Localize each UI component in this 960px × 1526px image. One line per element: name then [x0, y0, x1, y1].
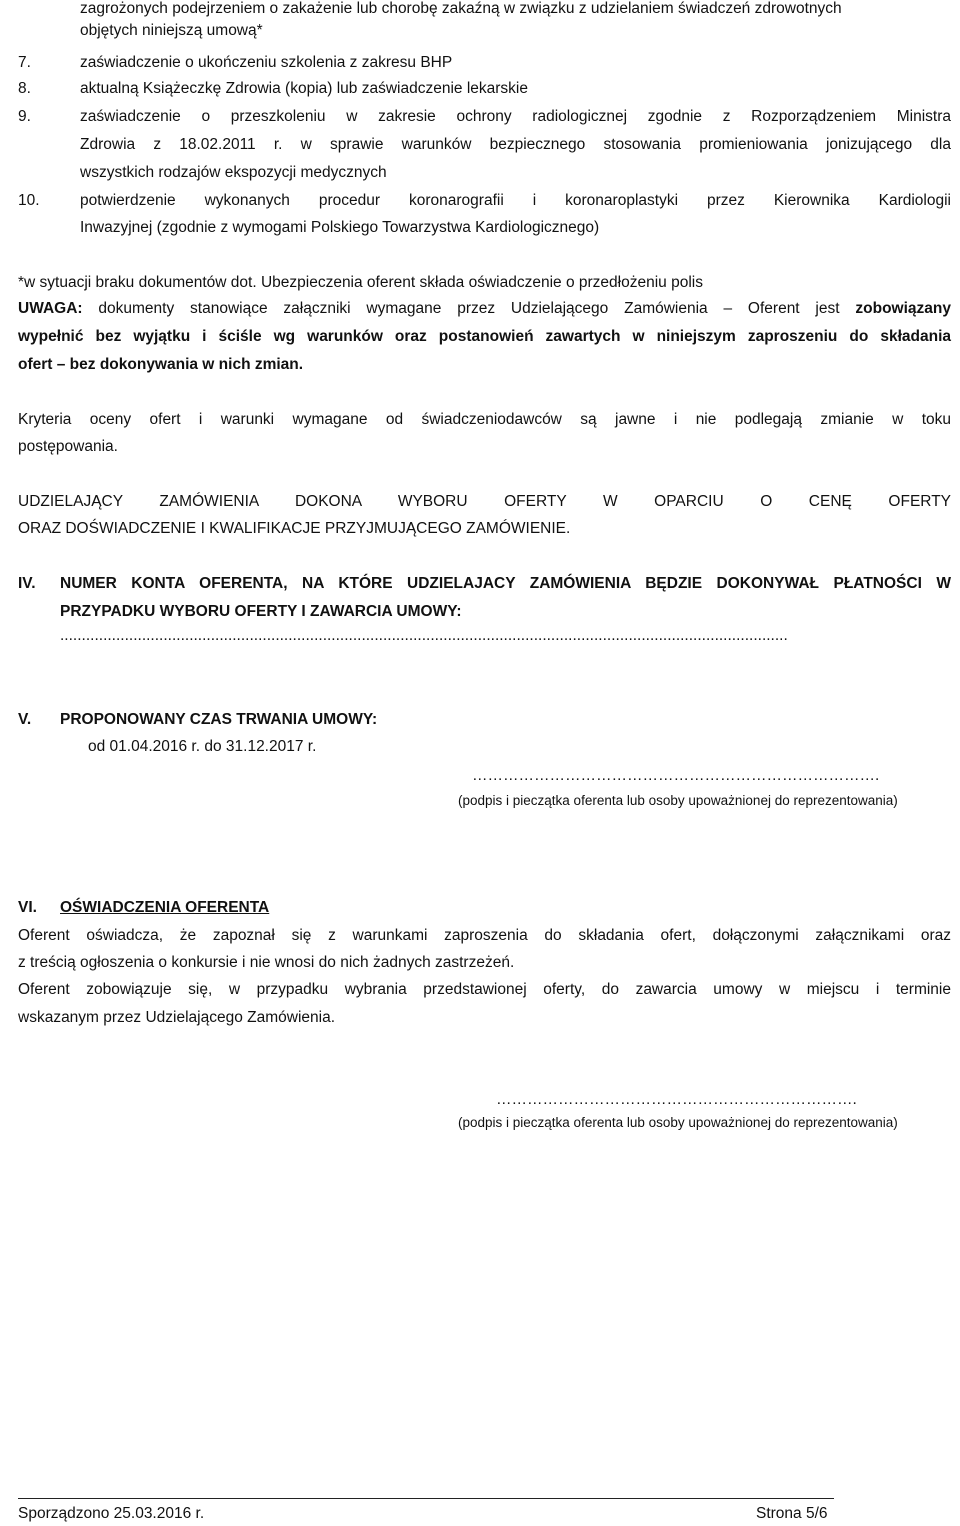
list-item-7-text: zaświadczenie o ukończeniu szkolenia z zakresu BHP — [80, 54, 453, 71]
list-item-7-number: 7. — [18, 54, 31, 71]
signature-line-1: ……………………………………………………………………. — [472, 767, 880, 784]
uwaga-line-3: ofert – bez dokonywania w nich zmian. — [18, 356, 304, 373]
uwaga-label: UWAGA: — [18, 300, 83, 317]
criteria-line-1: Kryteria oceny ofert i warunki wymagane od świadczeniodawców są jawne i nie podlegają zmianie w toku — [18, 411, 951, 428]
list-item-8-text: aktualną Książeczkę Zdrowia (kopia) lub zaświadczenie lekarskie — [80, 80, 528, 97]
declaration-2-line-1: Oferent zobowiązuje się, w przypadku wybrania przedstawionej oferty, do zawarcia umowy w miejscu i terminie — [18, 981, 951, 998]
list-item-10-number: 10. — [18, 192, 40, 209]
section-4-number: IV. — [18, 575, 36, 592]
list-item-8-number: 8. — [18, 80, 31, 97]
section-4-title-line-1: NUMER KONTA OFERENTA, NA KTÓRE UDZIELAJACY ZAMÓWIENIA BĘDZIE DOKONYWAŁ PŁATNOŚCI W — [60, 575, 951, 592]
selection-line-1: UDZIELAJĄCY ZAMÓWIENIA DOKONA WYBORU OFERTY W OPARCIU O CENĘ OFERTY — [18, 493, 951, 510]
declaration-2-line-2: wskazanym przez Udzielającego Zamówienia. — [18, 1009, 336, 1026]
list-item-10-line-1: potwierdzenie wykonanych procedur koronarografii i koronaroplastyki przez Kierownika Kardiologii — [80, 192, 951, 209]
list-item-9-line-2: Zdrowia z 18.02.2011 r. w sprawie warunków bezpiecznego stosowania promieniowania jonizującego dla — [80, 136, 951, 153]
footer-rule — [18, 1498, 834, 1499]
section-5-title: PROPONOWANY CZAS TRWANIA UMOWY: — [60, 711, 378, 728]
declaration-1-line-1: Oferent oświadcza, że zapoznał się z warunkami zaproszenia do składania ofert, dołączonymi załącznikami oraz — [18, 927, 951, 944]
section-4-title-line-2: PRZYPADKU WYBORU OFERTY I ZAWARCIA UMOWY: — [60, 603, 462, 620]
criteria-line-2: postępowania. — [18, 438, 118, 455]
section-6-title: OŚWIADCZENIA OFERENTA — [60, 899, 270, 916]
contract-period: od 01.04.2016 r. do 31.12.2017 r. — [88, 738, 317, 755]
list-item-9-line-1: zaświadczenie o przeszkoleniu w zakresie ochrony radiologicznej zgodnie z Rozporządzeniem Ministra — [80, 108, 951, 125]
signature-line-2: ……………………………………………………………. — [496, 1091, 857, 1108]
uwaga-line-2: wypełnić bez wyjątku i ściśle wg warunków oraz postanowień zawartych w niniejszym zaproszeniu do składania — [18, 328, 951, 345]
signature-caption-2: (podpis i pieczątka oferenta lub osoby upoważnionej do reprezentowania) — [458, 1115, 898, 1130]
declaration-1-line-2: z treścią ogłoszenia o konkursie i nie wnosi do nich żadnych zastrzeżeń. — [18, 954, 515, 971]
list-item-10-line-2: Inwazyjnej (zgodnie z wymogami Polskiego Towarzystwa Kardiologicznego) — [80, 219, 600, 236]
footer-prepared-date: Sporządzono 25.03.2016 r. — [18, 1505, 205, 1522]
section-5-number: V. — [18, 711, 32, 728]
list-item-6-continuation-line-2: objętych niniejszą umową* — [80, 22, 263, 39]
uwaga-line-1 — [18, 298, 951, 320]
list-item-9-number: 9. — [18, 108, 31, 125]
insurance-footnote: *w sytuacji braku dokumentów dot. Ubezpieczenia oferent składa oświadczenie o przedłożeniu polis — [18, 274, 703, 291]
selection-line-2: ORAZ DOŚWIADCZENIE I KWALIFIKACJE PRZYJMUJĄCEGO ZAMÓWIENIE. — [18, 520, 571, 537]
list-item-6-continuation-line-1: zagrożonych podejrzeniem o zakażenie lub chorobę zakaźną w związku z udzielaniem świadczeń zdrowotnych — [80, 0, 842, 17]
uwaga-text: dokumenty stanowiące załączniki wymagane przez Udzielającego Zamówienia – Oferent jest — [98, 300, 840, 317]
footer-page-number: Strona 5/6 — [756, 1505, 828, 1522]
uwaga-bold-obligated: zobowiązany — [855, 300, 951, 317]
section-6-number: VI. — [18, 899, 37, 916]
signature-caption-1: (podpis i pieczątka oferenta lub osoby upoważnionej do reprezentowania) — [458, 793, 898, 808]
account-number-field: ......................................................................................................................................................................... — [60, 627, 788, 644]
list-item-9-line-3: wszystkich rodzajów ekspozycji medycznych — [80, 164, 387, 181]
